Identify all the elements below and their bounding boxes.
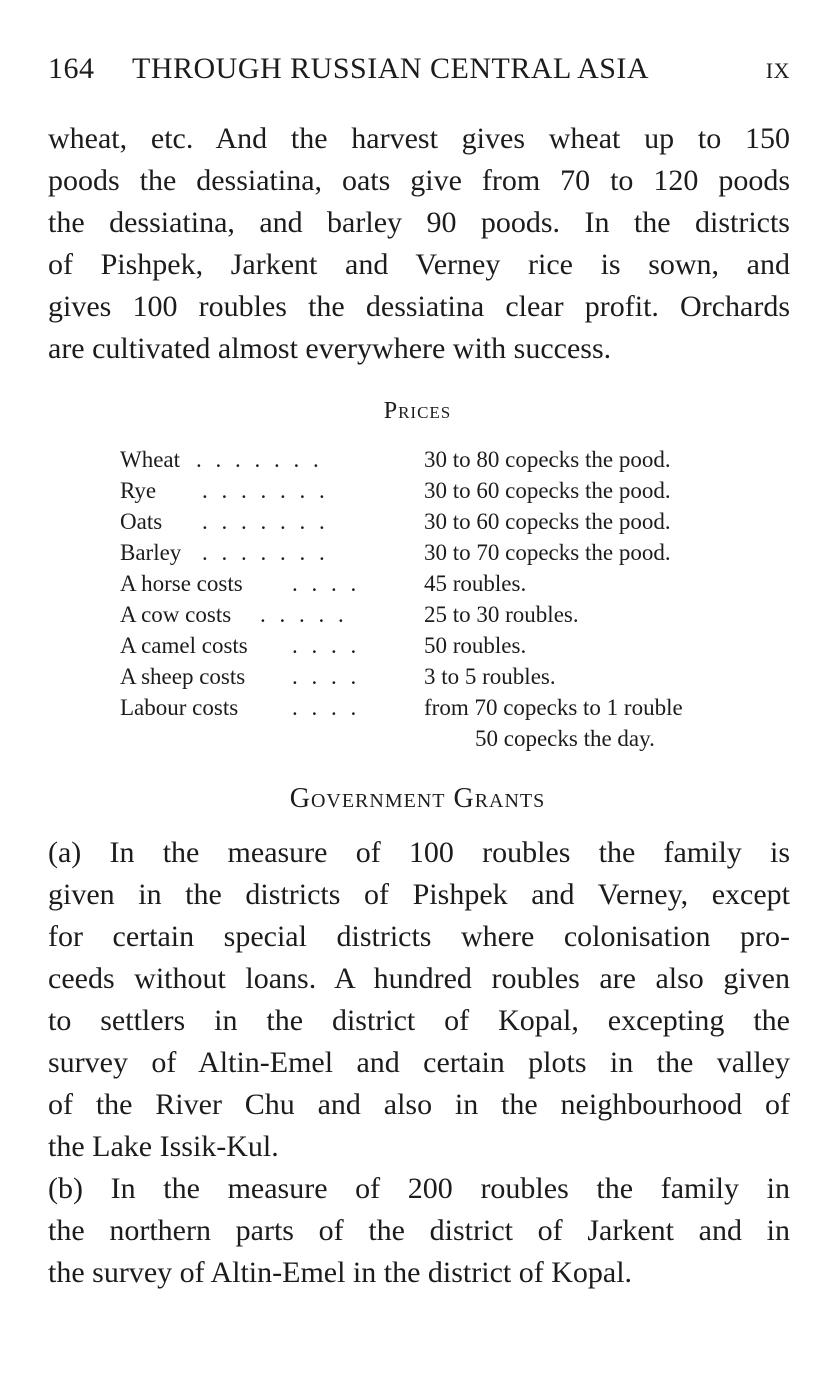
price-row	[120, 445, 740, 475]
text-line: of Pishpek, Jarkent and Verney rice is sown, and	[48, 248, 790, 281]
price-row	[120, 538, 740, 568]
chapter-number: IX	[765, 58, 790, 83]
text-line: for certain special districts where colonisation pro-	[48, 920, 790, 953]
price-item: A camel costs	[120, 633, 248, 658]
price-value: 50 roubles.	[424, 633, 527, 658]
price-row	[120, 600, 740, 630]
price-value: 30 to 60 copecks the pood.	[424, 478, 671, 503]
price-item: A sheep costs	[120, 664, 246, 689]
price-row	[120, 631, 740, 661]
text-line: the Lake Issik-Kul.	[48, 1130, 279, 1163]
grants-heading: Government Grants	[289, 783, 546, 814]
text-line: wheat, etc. And the harvest gives wheat up to 150	[48, 122, 790, 155]
text-line: of the River Chu and also in the neighbourhood of	[48, 1088, 790, 1121]
text-line: poods the dessiatina, oats give from 70 to 120 poods	[48, 164, 790, 197]
price-value: 30 to 60 copecks the pood.	[424, 509, 671, 534]
dot-leaders: . . . . . . .	[202, 509, 329, 534]
dot-leaders: . . . . . . .	[196, 447, 323, 472]
text-line: the survey of Altin-Emel in the district of Kopal.	[48, 1256, 633, 1289]
text-line: to settlers in the district of Kopal, excepting the	[48, 1004, 790, 1037]
price-value: 30 to 70 copecks the pood.	[424, 540, 671, 565]
price-continuation: 50 copecks the day.	[475, 726, 655, 751]
price-value: 45 roubles.	[424, 571, 527, 596]
price-row	[120, 476, 740, 506]
price-value: from 70 copecks to 1 rouble	[424, 695, 683, 720]
price-item: Barley	[120, 540, 182, 565]
running-head	[48, 52, 790, 96]
text-line: are cultivated almost everywhere with success.	[48, 332, 612, 365]
text-line: gives 100 roubles the dessiatina clear profit. Orchards	[48, 290, 790, 323]
dot-leaders: . . . . .	[260, 602, 348, 627]
text-line: the dessiatina, and barley 90 poods. In the districts	[48, 206, 790, 239]
price-item: A cow costs	[120, 602, 232, 627]
dot-leaders: . . . . . . .	[202, 478, 329, 503]
text-line: (b) In the measure of 200 roubles the family in	[48, 1172, 790, 1205]
text-line: given in the districts of Pishpek and Verney, except	[48, 878, 790, 911]
price-row	[120, 693, 740, 723]
dot-leaders: . . . .	[292, 695, 361, 720]
price-row	[120, 507, 740, 537]
price-value: 3 to 5 roubles.	[424, 664, 556, 689]
dot-leaders: . . . .	[292, 633, 361, 658]
price-row	[120, 662, 740, 692]
price-row	[120, 569, 740, 599]
price-item: Oats	[120, 509, 163, 534]
price-item: A horse costs	[120, 571, 243, 596]
text-line: ceeds without loans. A hundred roubles are also given	[48, 962, 790, 995]
page-number: 164	[48, 52, 95, 85]
text-line: survey of Altin-Emel and certain plots in the valley	[48, 1046, 790, 1079]
running-title: THROUGH RUSSIAN CENTRAL ASIA	[132, 52, 650, 85]
price-item: Labour costs	[120, 695, 239, 720]
price-item: Rye	[120, 478, 157, 503]
price-item: Wheat	[120, 447, 181, 472]
text-line: (a) In the measure of 100 roubles the family is	[48, 836, 790, 869]
dot-leaders: . . . .	[292, 664, 361, 689]
dot-leaders: . . . .	[292, 571, 361, 596]
price-value: 30 to 80 copecks the pood.	[424, 447, 671, 472]
dot-leaders: . . . . . . .	[202, 540, 329, 565]
prices-heading: Prices	[383, 398, 452, 424]
text-line: the northern parts of the district of Jarkent and in	[48, 1214, 790, 1247]
price-value: 25 to 30 roubles.	[424, 602, 579, 627]
